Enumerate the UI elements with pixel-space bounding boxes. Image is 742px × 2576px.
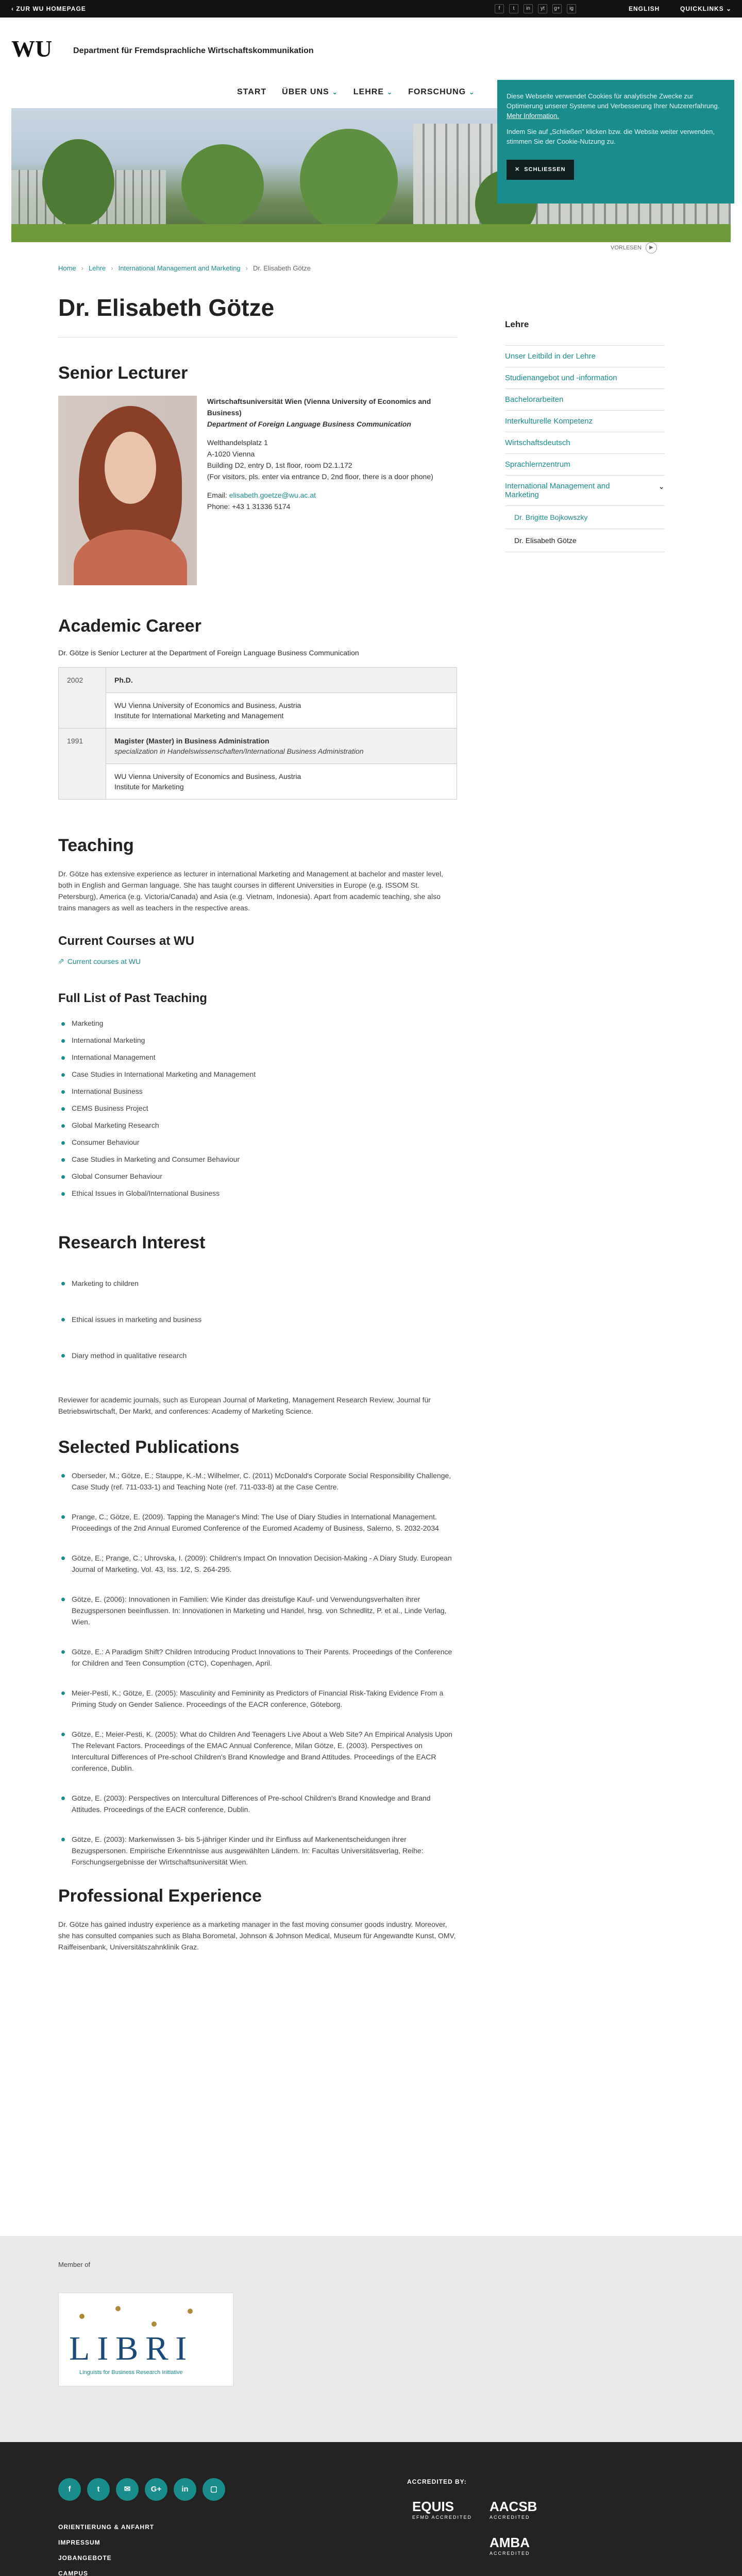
table-row bbox=[59, 728, 457, 764]
list-item: Global Marketing Research bbox=[58, 1117, 457, 1134]
list-item: Global Consumer Behaviour bbox=[58, 1168, 457, 1185]
career-table bbox=[58, 667, 457, 800]
chevron-down-icon: ⌄ bbox=[469, 89, 475, 96]
contact-info bbox=[207, 396, 457, 585]
main-content bbox=[58, 294, 457, 1973]
aacsb-badge bbox=[490, 2499, 537, 2520]
nav-start[interactable] bbox=[237, 88, 266, 97]
member-label: Member of bbox=[58, 2261, 91, 2268]
breadcrumb-lehre[interactable]: Lehre bbox=[89, 264, 106, 272]
current-courses-heading: Current Courses at WU bbox=[58, 934, 195, 948]
chevron-down-icon: ⌄ bbox=[332, 89, 338, 96]
cookie-consent-text: Indem Sie auf „Schließen" klicken bzw. die Website weiter verwenden, stimmen Sie der Cookie-Nutzung zu. bbox=[507, 128, 715, 145]
profile-photo bbox=[58, 396, 197, 585]
past-teaching-list bbox=[58, 1015, 457, 1202]
footer-link[interactable]: ORIENTIERUNG & ANFAHRT bbox=[58, 2523, 155, 2531]
list-item: Case Studies in International Marketing and Management bbox=[58, 1066, 457, 1083]
experience-heading: Professional Experience bbox=[58, 1886, 262, 1906]
institution-line: Institute for International Marketing and Management bbox=[114, 711, 284, 720]
external-link-icon: ⇗ bbox=[58, 957, 64, 965]
sidebar-item-label: Sprachlernzentrum bbox=[505, 460, 570, 469]
amba-sub: ACCREDITED bbox=[490, 2551, 530, 2556]
cookie-close-label: SCHLIESSEN bbox=[524, 166, 566, 173]
list-item: Oberseder, M.; Götze, E.; Stauppe, K.-M.; Wilhelmer, C. (2011) McDonald's Corporate Social Responsibility Challenge, Case Study (ref. 711-033-1) and Teaching Note (ref. 711-033-8) at the Case Centre. bbox=[58, 1470, 457, 1493]
wu-homepage-label: ZUR WU HOMEPAGE bbox=[16, 5, 86, 12]
department-name[interactable]: Department für Fremdsprachliche Wirtschaftskommunikation bbox=[73, 46, 314, 55]
instagram-icon[interactable]: ▢ bbox=[203, 2478, 225, 2501]
experience-text: Dr. Götze has gained industry experience as a marketing manager in the fast moving consumer goods industry. Moreover, she has consulted companies such as Blaha Borometal, Johnson & Johnson Medical, Museum für Angewandte Kunst, OMV, Raiffeisenbank, Universitätszahnklinik Graz. bbox=[58, 1920, 456, 1951]
list-item: Götze, E.: A Paradigm Shift? Children Introducing Product Innovations to Their Parents. Proceedings of the Conference for Children and Teen Consumption (CTC), Copenhagen, April. bbox=[58, 1646, 457, 1669]
libri-wordmark: LIBRI bbox=[69, 2330, 194, 2367]
wu-homepage-link[interactable] bbox=[11, 5, 86, 12]
cookie-banner bbox=[497, 80, 734, 204]
breadcrumb-imm[interactable]: International Management and Marketing bbox=[118, 264, 241, 272]
list-item: Götze, E.; Meier-Pesti, K. (2005): What do Children And Teenagers Live About a Web Site? An Empirical Analysis Upon The Relevant Factors. Proceedings of the EMAC Annual Conference, Milan Götze, E. (2003). Perspectives on Intercultural Differences of Pre-school Children's Brand Knowledge and Brand Attitudes. Proceedings of the EACR conference, Dublin. bbox=[58, 1728, 457, 1774]
institution-line: Institute for Marketing bbox=[114, 783, 184, 791]
instagram-icon[interactable]: ig bbox=[567, 4, 576, 13]
career-institution bbox=[106, 693, 457, 728]
address-line: A-1020 Vienna bbox=[207, 450, 255, 458]
facebook-icon[interactable]: f bbox=[495, 4, 504, 13]
list-item: Götze, E. (2003): Markenwissen 3- bis 5-jähriger Kinder und ihr Einfluss auf Markenentscheidungen ihrer Bezugspersonen. Empirische Erkenntnisse aus ausgewählten Ländern. In: Facultas Universitätsverlag, Reihe: Forschungsergebnisse der Wirtschaftsuniversität Wien. bbox=[58, 1834, 457, 1868]
career-institution bbox=[106, 764, 457, 800]
aacsb-sub: ACCREDITED bbox=[490, 2515, 530, 2520]
cookie-close-button[interactable] bbox=[507, 160, 574, 180]
sidebar-item-imm[interactable] bbox=[505, 476, 665, 506]
linkedin-icon[interactable]: in bbox=[174, 2478, 196, 2501]
chevron-down-icon: ⌄ bbox=[658, 482, 665, 491]
social-icons bbox=[495, 4, 576, 13]
degree-specialization: specialization in Handelswissenschaften/International Business Administration bbox=[114, 747, 364, 755]
past-teaching-heading: Full List of Past Teaching bbox=[58, 991, 207, 1005]
research-list bbox=[58, 1265, 457, 1374]
sidebar-item-leitbild[interactable] bbox=[505, 346, 665, 367]
position-heading: Senior Lecturer bbox=[58, 363, 188, 383]
breadcrumb-separator: › bbox=[81, 264, 84, 272]
page-title: Dr. Elisabeth Götze bbox=[58, 294, 275, 321]
amba-badge bbox=[490, 2535, 530, 2556]
career-year: 2002 bbox=[59, 668, 106, 728]
sidebar-item-label: Wirtschaftsdeutsch bbox=[505, 438, 570, 447]
sidebar bbox=[505, 319, 665, 552]
sidebar-item-interkulturelle[interactable] bbox=[505, 411, 665, 432]
libri-logo[interactable] bbox=[58, 2293, 233, 2386]
address-line: Welthandelsplatz 1 bbox=[207, 438, 268, 447]
twitter-icon[interactable]: t bbox=[87, 2478, 110, 2501]
email-row bbox=[207, 489, 457, 501]
teaching-text: Dr. Götze has extensive experience as lecturer in international Marketing and Management at bachelor and master level, both in English and German language. She has taught courses in different Universities in Europe (e.g. ISSOM St. Petersburg), America (e.g. Victoria/Canada) and Asia (e.g. Vietnam, Indonesia). Apart from academic teaching, she also trains managers as well as teachers in the respective areas. bbox=[58, 870, 444, 912]
list-item: Prange, C.; Götze, E. (2009). Tapping the Manager's Mind: The Use of Diary Studies in International Management. Proceedings of the 2nd Annual Euromed Conference of the Euromed Academy of Business, Salerno, S. 2032-2034 bbox=[58, 1511, 457, 1534]
sidebar-item-wirtschaftsdeutsch[interactable] bbox=[505, 432, 665, 454]
sidebar-item-label: Bachelorarbeiten bbox=[505, 395, 564, 404]
list-item: Consumer Behaviour bbox=[58, 1134, 457, 1151]
list-item: International Marketing bbox=[58, 1032, 457, 1049]
chevron-down-icon: ⌄ bbox=[726, 5, 732, 12]
googleplus-icon[interactable]: G+ bbox=[145, 2478, 167, 2501]
nav-ueber-uns[interactable] bbox=[282, 88, 338, 97]
publications-heading: Selected Publications bbox=[58, 1437, 240, 1457]
list-item: Götze, E. (2003): Perspectives on Intercultural Differences of Pre-school Children's Brand Knowledge and Brand Attitudes. Proceedings of the EACR conference, Dublin. bbox=[58, 1792, 457, 1815]
nav-lehre-label: LEHRE bbox=[353, 88, 384, 96]
breadcrumb bbox=[58, 264, 311, 272]
sidebar-item-label: Unser Leitbild in der Lehre bbox=[505, 352, 596, 361]
googleplus-icon[interactable]: g+ bbox=[552, 4, 562, 13]
nav-start-label: START bbox=[237, 88, 267, 96]
list-item: Meier-Pesti, K.; Götze, E. (2005): Masculinity and Femininity as Predictors of Financial Risk-Taking Evidence From a Priming Study on Gender Salience. Proceedings of the EACR conference, Göteborg. bbox=[58, 1687, 457, 1710]
list-item: Marketing bbox=[58, 1015, 457, 1032]
address-line: (For visitors, pls. enter via entrance D, 2nd floor, there is a door phone) bbox=[207, 472, 433, 481]
current-courses-link[interactable] bbox=[58, 957, 457, 965]
wu-logo[interactable] bbox=[11, 37, 63, 68]
main-nav bbox=[237, 88, 475, 97]
accredited-label: ACCREDITED BY: bbox=[407, 2478, 467, 2485]
research-heading: Research Interest bbox=[58, 1233, 206, 1252]
equis-text: EQUIS bbox=[412, 2499, 454, 2514]
email-link[interactable]: elisabeth.goetze@wu.ac.at bbox=[229, 491, 316, 499]
breadcrumb-separator: › bbox=[245, 264, 248, 272]
nav-lehre[interactable] bbox=[353, 88, 393, 97]
institution-line: WU Vienna University of Economics and Business, Austria bbox=[114, 701, 301, 709]
sidebar-item-studienangebot[interactable] bbox=[505, 367, 665, 389]
equis-badge bbox=[412, 2499, 472, 2520]
read-aloud-button[interactable] bbox=[611, 242, 657, 253]
wu-logo-text: WU bbox=[11, 36, 53, 62]
mail-icon[interactable]: ✉ bbox=[116, 2478, 139, 2501]
footer-link[interactable]: CAMPUS bbox=[58, 2570, 89, 2576]
facebook-icon[interactable]: f bbox=[58, 2478, 81, 2501]
list-item: Ethical issues in marketing and business bbox=[58, 1301, 457, 1337]
member-section bbox=[0, 2236, 742, 2442]
play-icon: ▶ bbox=[646, 242, 657, 253]
aacsb-text: AACSB bbox=[490, 2499, 537, 2514]
list-item: Götze, E. (2006): Innovationen in Familien: Wie Kinder das dreistufige Kauf- und Verwendungsverhalten ihrer Bezugspersonen beeinflussen. In: Innovationen in Marketing und Handel, hrsg. von Schnedlitz, P. et al., Linde Verlag, Wien. bbox=[58, 1594, 457, 1628]
current-courses-label: Current courses at WU bbox=[67, 957, 141, 965]
career-degree bbox=[106, 728, 457, 764]
degree-title: Ph.D. bbox=[114, 676, 133, 684]
table-row bbox=[59, 668, 457, 693]
breadcrumb-home[interactable]: Home bbox=[58, 264, 76, 272]
contact-dept: Department of Foreign Language Business Communication bbox=[207, 420, 411, 428]
publications-list bbox=[58, 1470, 457, 1868]
reviewer-text: Reviewer for academic journals, such as European Journal of Marketing, Management Research Review, Journal für Betriebswirtschaft, Der Markt, and conferences: Academy of Marketing Science. bbox=[58, 1396, 431, 1415]
footer bbox=[0, 2442, 742, 2576]
profile-card bbox=[58, 396, 457, 585]
libri-tagline: Linguists for Business Research Initiative bbox=[79, 2369, 183, 2376]
contact-org: Wirtschaftsuniversität Wien (Vienna University of Economics and Business) bbox=[207, 397, 431, 417]
list-item: International Management bbox=[58, 1049, 457, 1066]
close-icon: ✕ bbox=[515, 166, 520, 173]
sidebar-subitem-bojkowszky[interactable]: Dr. Brigitte Bojkowszky bbox=[505, 506, 665, 529]
sidebar-title: Lehre bbox=[505, 319, 529, 329]
career-heading: Academic Career bbox=[58, 616, 201, 636]
career-degree bbox=[106, 668, 457, 693]
phone: Phone: +43 1 31336 5174 bbox=[207, 502, 291, 511]
cookie-text: Diese Webseite verwendet Cookies für analytische Zwecke zur Optimierung unserer Systeme und Verbesserung Ihrer Nutzererfahrung. bbox=[507, 92, 720, 110]
list-item: Diary method in qualitative research bbox=[58, 1337, 457, 1374]
table-row bbox=[59, 764, 457, 800]
twitter-icon[interactable]: t bbox=[509, 4, 518, 13]
footer-link[interactable]: JOBANGEBOTE bbox=[58, 2554, 112, 2562]
quicklinks-label: QUICKLINKS bbox=[680, 5, 724, 12]
list-item: CEMS Business Project bbox=[58, 1100, 457, 1117]
sidebar-item-label: Studienangebot und -information bbox=[505, 374, 617, 382]
cookie-more-info-link[interactable]: Mehr Information. bbox=[507, 112, 559, 120]
teaching-heading: Teaching bbox=[58, 836, 134, 855]
sidebar-item-label: Interkulturelle Kompetenz bbox=[505, 417, 593, 426]
breadcrumb-separator: › bbox=[111, 264, 113, 272]
footer-link[interactable]: IMPRESSUM bbox=[58, 2539, 100, 2546]
footer-social bbox=[58, 2478, 225, 2501]
list-item: Case Studies in Marketing and Consumer Behaviour bbox=[58, 1151, 457, 1168]
read-aloud-label: VORLESEN bbox=[611, 245, 642, 251]
institution-line: WU Vienna University of Economics and Business, Austria bbox=[114, 772, 301, 781]
chevron-down-icon: ⌄ bbox=[387, 89, 393, 96]
address-line: Building D2, entry D, 1st floor, room D2.1.172 bbox=[207, 461, 352, 469]
degree-title: Magister (Master) in Business Administration bbox=[114, 737, 269, 745]
footer-links bbox=[58, 2519, 154, 2576]
sidebar-item-label: International Management and Marketing bbox=[505, 482, 610, 499]
email-label: Email: bbox=[207, 491, 227, 499]
list-item: Marketing to children bbox=[58, 1265, 457, 1301]
youtube-icon[interactable]: yt bbox=[538, 4, 547, 13]
list-item: Ethical Issues in Global/International Business bbox=[58, 1185, 457, 1202]
table-row bbox=[59, 693, 457, 728]
career-intro: Dr. Götze is Senior Lecturer at the Department of Foreign Language Business Communication bbox=[58, 649, 359, 657]
nav-forschung[interactable] bbox=[408, 88, 475, 97]
nav-ueber-label: ÜBER UNS bbox=[282, 88, 329, 96]
sidebar-subitem-goetze[interactable]: Dr. Elisabeth Götze bbox=[505, 529, 665, 552]
breadcrumb-current: Dr. Elisabeth Götze bbox=[253, 264, 311, 272]
equis-sub: EFMD ACCREDITED bbox=[412, 2515, 473, 2520]
amba-text: AMBA bbox=[490, 2535, 530, 2550]
list-item: Götze, E.; Prange, C.; Uhrovska, I. (2009): Children's Impact On Innovation Decision-Making - A Diary Study. European Journal of Marketing, Vol. 43, Iss. 1/2, S. 264-295. bbox=[58, 1552, 457, 1575]
sidebar-item-bachelorarbeiten[interactable] bbox=[505, 389, 665, 411]
top-bar bbox=[0, 0, 742, 18]
quicklinks-menu[interactable] bbox=[680, 5, 732, 12]
linkedin-icon[interactable]: in bbox=[524, 4, 533, 13]
sidebar-item-sprachlernzentrum[interactable] bbox=[505, 454, 665, 476]
list-item: International Business bbox=[58, 1083, 457, 1100]
chevron-left-icon: ‹ bbox=[11, 5, 16, 12]
language-switch[interactable]: ENGLISH bbox=[629, 5, 660, 12]
nav-forschung-label: FORSCHUNG bbox=[408, 88, 466, 96]
career-year: 1991 bbox=[59, 728, 106, 800]
